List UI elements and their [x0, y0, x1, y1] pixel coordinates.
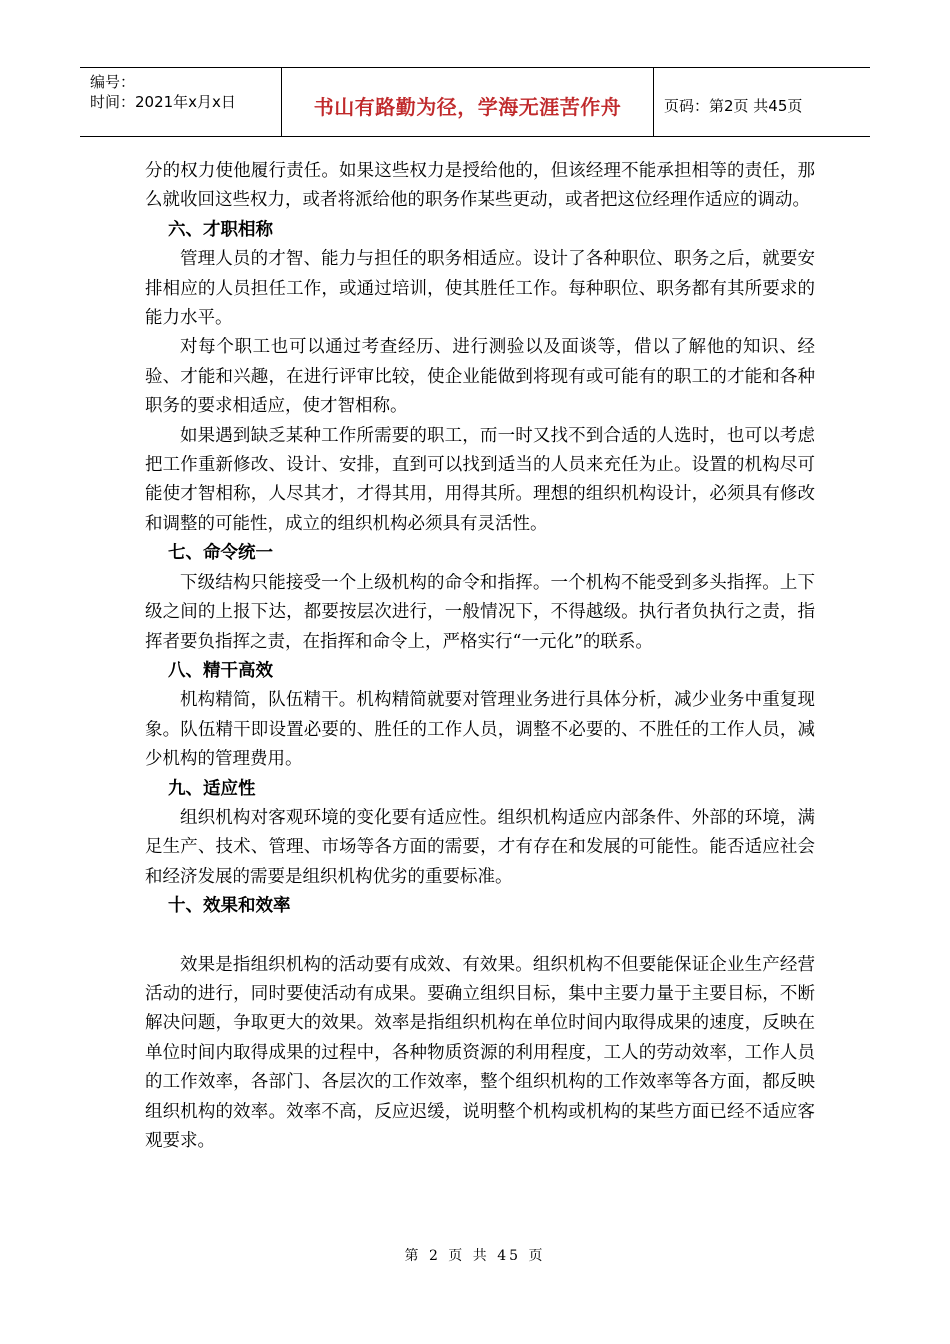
section-6-paragraph-3: 如果遇到缺乏某种工作所需要的职工，而一时又找不到合适的人选时，也可以考虑把工作重新修改、设计、安排，直到可以找到适当的人员来充任为止。设置的机构尽可能使才智相称，人尽其才，才得其用，用得其所。理想的组织机构设计，必须具有修改和调整的可能性，成立的组织机构必须具有灵活性。 — [145, 425, 815, 534]
header-meta — [80, 68, 282, 136]
section-heading-9: 九、适应性 — [168, 778, 256, 799]
document-body — [145, 157, 815, 1156]
intro-paragraph: 分的权力使他履行责任。如果这些权力是授给他的，但该经理不能承担相等的责任，那么就收回这些权力，或者将派给他的职务作某些更动，或者把这位经理作适应的调动。 — [145, 161, 815, 211]
header-page-info: 页码：第2页 共45页 — [664, 96, 803, 115]
section-heading-6: 六、才职相称 — [168, 219, 273, 240]
section-heading-7: 七、命令统一 — [168, 543, 273, 564]
header-motto: 书山有路勤为径，学海无涯苦作舟 — [282, 68, 654, 136]
document-header — [80, 67, 870, 137]
section-6-paragraph-2: 对每个职工也可以通过考查经历、进行测验以及面谈等，借以了解他的知识、经验、才能和兴趣，在进行评审比较，使企业能做到将现有或可能有的职工的才能和各种职务的要求相适应，使才智相称。 — [145, 337, 815, 417]
section-10-paragraph-1: 效果是指组织机构的活动要有成效、有效果。组织机构不但要能保证企业生产经营活动的进行，同时要使活动有成果。要确立组织目标，集中主要力量于主要目标，不断解决问题，争取更大的效果。效率是指组织机构在单位时间内取得成果的速度，反映在单位时间内取得成果的过程中，各种物质资源的利用程度，工人的劳动效率，工作人员的工作效率，各部门、各层次的工作效率，整个组织机构的工作效率等各方面，都反映组织机构的效率。效率不高，反应迟缓，说明整个机构或机构的某些方面已经不适应客观要求。 — [145, 954, 815, 1151]
section-heading-10: 十、效果和效率 — [168, 896, 291, 917]
section-9-paragraph-1: 组织机构对客观环境的变化要有适应性。组织机构适应内部条件、外部的环境，满足生产、技术、管理、市场等各方面的需要，才有存在和发展的可能性。能否适应社会和经济发展的需要是组织机构优劣的重要标准。 — [145, 807, 815, 887]
date-label: 时间：2021年x月x日 — [90, 93, 236, 111]
section-8-paragraph-1: 机构精简，队伍精干。机构精简就要对管理业务进行具体分析，减少业务中重复现象。队伍精干即设置必要的、胜任的工作人员，调整不必要的、不胜任的工作人员，减少机构的管理费用。 — [145, 690, 815, 770]
section-7-paragraph-1: 下级结构只能接受一个上级机构的命令和指挥。一个机构不能受到多头指挥。上下级之间的上报下达，都要按层次进行，一般情况下，不得越级。执行者负执行之责，指挥者要负指挥之责，在指挥和命令上，严格实行“一元化”的联系。 — [145, 572, 815, 652]
section-heading-8: 八、精干高效 — [168, 660, 273, 681]
page-footer: 第 2 页 共 45 页 — [404, 1248, 546, 1264]
number-label: 编号： — [90, 73, 136, 91]
section-6-paragraph-1: 管理人员的才智、能力与担任的职务相适应。设计了各种职位、职务之后，就要安排相应的人员担任工作，或通过培训，使其胜任工作。每种职位、职务都有其所要求的能力水平。 — [145, 249, 815, 329]
